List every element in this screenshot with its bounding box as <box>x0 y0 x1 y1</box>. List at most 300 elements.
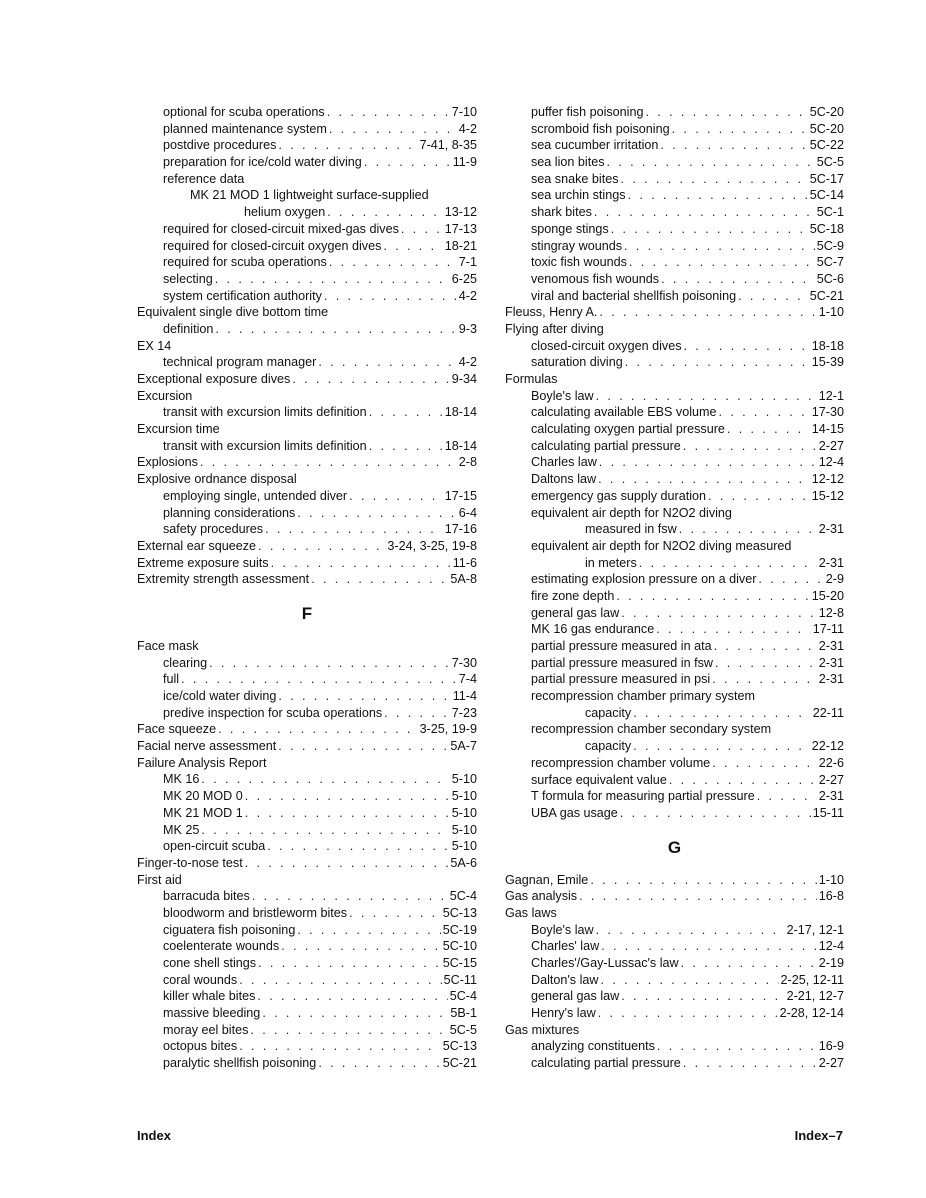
index-page-ref: 2-19 <box>818 956 844 970</box>
left-column <box>137 104 477 1072</box>
dot-leader <box>327 104 450 121</box>
index-entry <box>505 755 844 772</box>
index-entry <box>505 671 844 688</box>
index-entry <box>137 404 477 421</box>
dot-leader <box>278 137 417 154</box>
index-term: full <box>163 672 180 687</box>
dot-leader <box>599 454 817 471</box>
dot-leader <box>324 288 457 305</box>
dot-leader <box>712 755 817 772</box>
index-entry <box>137 371 477 388</box>
index-entry <box>505 688 844 705</box>
index-entry <box>505 438 844 455</box>
index-term: selecting <box>163 271 213 286</box>
dot-leader <box>278 738 448 755</box>
index-term: sea lion bites <box>531 155 605 170</box>
index-page-ref: 5-10 <box>451 772 477 787</box>
index-entry <box>137 137 477 154</box>
index-entry <box>505 371 844 388</box>
index-entry <box>137 221 477 238</box>
index-entry <box>137 872 477 889</box>
index-entry <box>505 805 844 822</box>
index-page-ref: 1-10 <box>818 305 844 320</box>
index-entry <box>137 555 477 572</box>
index-term: clearing <box>163 655 208 670</box>
index-entry <box>505 888 844 905</box>
index-page-ref: 5-10 <box>451 805 477 820</box>
index-page-ref: 17-30 <box>811 405 844 420</box>
index-term: paralytic shellfish poisoning <box>163 1056 317 1071</box>
index-page-ref: 7-10 <box>451 105 477 119</box>
index-term: partial pressure measured in ata <box>531 639 712 653</box>
dot-leader <box>633 738 810 755</box>
index-entry <box>137 471 477 488</box>
index-term: equivalent air depth for N2O2 diving <box>531 505 732 520</box>
index-entry <box>137 104 477 121</box>
dot-leader <box>672 121 808 138</box>
index-term: Explosions <box>137 455 198 470</box>
index-term: sponge stings <box>531 221 609 236</box>
dot-leader <box>239 1038 440 1055</box>
index-page-ref: 22-11 <box>812 705 844 720</box>
index-term: reference data <box>163 171 245 186</box>
dot-leader <box>401 221 443 238</box>
index-entry <box>505 955 844 972</box>
dot-leader <box>318 1055 440 1072</box>
index-page-ref: 7-4 <box>458 672 477 687</box>
index-page-ref: 2-27 <box>818 772 844 787</box>
index-entry <box>137 354 477 371</box>
index-term: coral wounds <box>163 972 238 987</box>
dot-leader <box>616 588 809 605</box>
index-entry <box>137 571 477 588</box>
index-page-ref: 22-12 <box>811 739 844 754</box>
index-term: ciguatera fish poisoning <box>163 922 296 937</box>
index-term: Charles law <box>531 455 597 470</box>
index-term: venomous fish wounds <box>531 271 660 286</box>
index-page-ref: 5C-13 <box>442 905 477 920</box>
dot-leader <box>669 772 817 789</box>
index-page-ref: 6-25 <box>451 271 477 286</box>
dot-leader <box>598 471 810 488</box>
index-entry <box>505 354 844 371</box>
index-term: cone shell stings <box>163 956 257 970</box>
dot-leader <box>215 271 450 288</box>
index-page-ref: 9-34 <box>451 372 477 386</box>
index-page-ref: 5C-14 <box>809 188 844 203</box>
index-term: capacity <box>585 705 632 720</box>
index-entry <box>137 988 477 1005</box>
index-entry <box>505 538 844 555</box>
index-entry <box>137 972 477 989</box>
dot-leader <box>281 938 440 955</box>
dot-leader <box>727 421 810 438</box>
index-term: puffer fish poisoning <box>531 105 644 119</box>
dot-leader <box>215 321 456 338</box>
index-page-ref: 7-23 <box>451 705 477 720</box>
dot-leader <box>267 838 450 855</box>
index-term: safety procedures <box>163 522 264 537</box>
dot-leader <box>656 621 810 638</box>
index-term: analyzing constituents <box>531 1039 655 1054</box>
index-entry <box>137 838 477 855</box>
index-term: helium oxygen <box>244 205 326 220</box>
index-page-ref: 2-9 <box>825 572 844 587</box>
dot-leader <box>209 655 450 672</box>
index-page-ref: 1-10 <box>818 872 844 887</box>
dot-leader <box>329 121 457 138</box>
dot-leader <box>258 538 385 555</box>
dot-leader <box>621 988 784 1005</box>
index-page-ref: 18-18 <box>811 338 844 353</box>
index-entry <box>505 271 844 288</box>
index-page-ref: 11-9 <box>452 155 477 170</box>
index-term: calculating oxygen partial pressure <box>531 422 725 437</box>
index-entry <box>137 488 477 505</box>
index-page-ref: 5C-21 <box>809 288 844 303</box>
index-entry <box>505 638 844 655</box>
index-term: system certification authority <box>163 288 322 303</box>
dot-leader <box>715 655 817 672</box>
index-entry <box>137 254 477 271</box>
dot-leader <box>596 388 817 405</box>
footer-left-label: Index <box>137 1128 171 1143</box>
dot-leader <box>318 354 456 371</box>
index-entry <box>137 688 477 705</box>
index-page-ref: 4-2 <box>458 121 477 136</box>
index-entry <box>505 221 844 238</box>
index-entry <box>137 855 477 872</box>
dot-leader <box>292 371 449 388</box>
index-term: partial pressure measured in psi <box>531 672 711 687</box>
index-term: calculating partial pressure <box>531 438 681 453</box>
index-term: stingray wounds <box>531 238 623 253</box>
index-entry <box>137 187 477 204</box>
index-page-ref: 16-9 <box>818 1039 844 1054</box>
dot-leader <box>257 988 447 1005</box>
index-term: preparation for ice/cold water diving <box>163 155 362 170</box>
right-block-1 <box>505 104 844 822</box>
dot-leader <box>628 187 808 204</box>
index-entry <box>505 1022 844 1039</box>
index-page-ref: 17-15 <box>444 488 477 503</box>
index-term: fire zone depth <box>531 588 615 603</box>
right-block-2 <box>505 872 844 1072</box>
index-entry <box>505 655 844 672</box>
index-term: Formulas <box>505 372 558 386</box>
index-page-ref: 5C-22 <box>809 138 844 153</box>
index-entry <box>505 388 844 405</box>
section-heading-g: G <box>667 837 682 857</box>
left-block-1 <box>137 104 477 588</box>
index-term: transit with excursion limits definition <box>163 438 367 453</box>
index-term: First aid <box>137 872 182 887</box>
dot-leader <box>607 154 815 171</box>
footer-page-number: Index–7 <box>794 1128 843 1143</box>
index-term: barracuda bites <box>163 889 250 904</box>
index-page-ref: 18-21 <box>444 238 477 253</box>
index-term: sea snake bites <box>531 171 619 186</box>
dot-leader <box>349 905 441 922</box>
index-term: Exceptional exposure dives <box>137 372 291 386</box>
index-term: recompression chamber secondary system <box>531 722 772 737</box>
index-page-ref: 3-24, 3-25, 19-8 <box>387 538 477 553</box>
dot-leader <box>596 922 785 939</box>
index-term: External ear squeeze <box>137 538 257 553</box>
index-page-ref: 5C-11 <box>443 972 477 987</box>
index-entry <box>137 771 477 788</box>
index-entry <box>505 922 844 939</box>
index-term: sea cucumber irritation <box>531 138 659 153</box>
dot-leader <box>719 404 810 421</box>
index-page-ref: 15-39 <box>811 355 844 370</box>
index-term: required for closed-circuit oxygen dives <box>163 238 382 253</box>
index-page-ref: 5C-13 <box>442 1039 477 1054</box>
dot-leader <box>590 872 816 889</box>
index-term: Dalton's law <box>531 972 599 987</box>
index-term: Failure Analysis Report <box>137 755 267 770</box>
index-term: Charles' law <box>531 939 600 954</box>
index-term: planning considerations <box>163 505 296 520</box>
index-entry <box>505 705 844 722</box>
dot-leader <box>633 705 811 722</box>
index-entry <box>137 288 477 305</box>
index-term: Henry's law <box>531 1006 596 1021</box>
left-block-2 <box>137 638 477 1072</box>
index-term: Gas mixtures <box>505 1022 580 1037</box>
index-page-ref: 2-31 <box>818 555 844 570</box>
index-entry <box>505 471 844 488</box>
index-entry <box>505 872 844 889</box>
dot-leader <box>218 721 417 738</box>
dot-leader <box>620 805 811 822</box>
index-entry <box>505 1005 844 1022</box>
index-term: scromboid fish poisoning <box>531 121 670 136</box>
dot-leader <box>278 688 450 705</box>
index-term: recompression chamber primary system <box>531 689 755 704</box>
dot-leader <box>262 1005 448 1022</box>
index-term: MK 16 <box>163 772 200 787</box>
index-page-ref: 2-31 <box>818 639 844 653</box>
index-entry <box>505 321 844 338</box>
index-entry <box>137 755 477 772</box>
dot-leader <box>364 154 451 171</box>
index-term: Face squeeze <box>137 722 217 737</box>
dot-leader <box>311 571 448 588</box>
index-page-ref: 7-30 <box>451 655 477 670</box>
index-page-ref: 15-12 <box>811 488 844 503</box>
dot-leader <box>621 605 817 622</box>
dot-leader <box>200 454 457 471</box>
index-entry <box>505 154 844 171</box>
index-entry <box>137 121 477 138</box>
index-entry <box>137 922 477 939</box>
dot-leader <box>327 204 443 221</box>
index-term: Extremity strength assessment <box>137 572 310 587</box>
dot-leader <box>258 955 441 972</box>
dot-leader <box>383 238 442 255</box>
index-entry <box>137 521 477 538</box>
dot-leader <box>601 972 779 989</box>
index-term: planned maintenance system <box>163 121 327 136</box>
index-entry <box>505 404 844 421</box>
index-page-ref: 5C-17 <box>809 171 844 186</box>
index-term: Gas analysis <box>505 889 578 904</box>
index-term: estimating explosion pressure on a diver <box>531 572 757 587</box>
dot-leader <box>679 521 817 538</box>
index-term: Face mask <box>137 638 199 653</box>
index-entry <box>505 187 844 204</box>
index-term: closed-circuit oxygen dives <box>531 338 682 353</box>
index-page-ref: 12-12 <box>811 472 844 487</box>
index-term: MK 20 MOD 0 <box>163 789 243 804</box>
index-page-ref: 12-4 <box>818 455 844 470</box>
index-term: Gagnan, Emile <box>505 872 589 887</box>
index-page-ref: 5-10 <box>451 822 477 837</box>
index-page-ref: 2-17, 12-1 <box>786 922 844 937</box>
index-entry <box>505 137 844 154</box>
dot-leader <box>271 555 451 572</box>
index-entry <box>505 304 844 321</box>
index-term: MK 16 gas endurance <box>531 622 655 637</box>
dot-leader <box>758 571 823 588</box>
dot-leader <box>646 104 808 121</box>
dot-leader <box>297 922 440 939</box>
dot-leader <box>245 855 449 872</box>
index-entry <box>137 505 477 522</box>
index-term: Excursion time <box>137 422 220 437</box>
index-page-ref: 7-41, 8-35 <box>419 138 477 153</box>
index-term: optional for scuba operations <box>163 105 325 119</box>
index-entry <box>505 1055 844 1072</box>
index-entry <box>505 521 844 538</box>
index-entry <box>137 805 477 822</box>
index-page-ref: 5C-9 <box>816 238 844 253</box>
index-entry <box>137 338 477 355</box>
dot-leader <box>621 171 808 188</box>
index-entry <box>505 1038 844 1055</box>
index-entry <box>137 1055 477 1072</box>
dot-leader <box>349 488 443 505</box>
index-page-ref: 9-3 <box>458 321 477 336</box>
index-page-ref: 11-6 <box>452 555 477 570</box>
index-page-ref: 5C-4 <box>449 989 477 1004</box>
dot-leader <box>201 822 449 839</box>
index-term: calculating partial pressure <box>531 1056 681 1071</box>
index-page-ref: 5B-1 <box>450 1006 477 1021</box>
index-entry <box>505 621 844 638</box>
index-term: Fleuss, Henry A. <box>505 305 598 320</box>
index-term: shark bites <box>531 205 592 220</box>
index-entry <box>137 655 477 672</box>
dot-leader <box>369 438 443 455</box>
index-term: Boyle's law <box>531 388 594 403</box>
dot-leader <box>181 671 457 688</box>
index-term: Daltons law <box>531 472 597 487</box>
index-term: MK 21 MOD 1 lightweight surface-supplied <box>190 188 429 203</box>
dot-leader <box>239 972 441 989</box>
index-entry <box>137 638 477 655</box>
index-page-ref: 3-25, 19-9 <box>419 722 477 737</box>
dot-leader <box>661 271 815 288</box>
index-entry <box>505 788 844 805</box>
index-term: recompression chamber volume <box>531 755 711 770</box>
dot-leader <box>684 338 810 355</box>
index-page-ref: 5C-4 <box>449 889 477 904</box>
index-page-ref: 5C-21 <box>442 1056 477 1071</box>
dot-leader <box>625 354 810 371</box>
index-term: predive inspection for scuba operations <box>163 705 383 720</box>
dot-leader <box>245 788 450 805</box>
index-page-ref: 5C-6 <box>816 271 844 286</box>
index-entry <box>137 304 477 321</box>
index-term: massive bleeding <box>163 1006 261 1021</box>
dot-leader <box>757 788 817 805</box>
index-entry <box>505 772 844 789</box>
index-page-ref: 15-11 <box>812 805 844 820</box>
index-term: saturation diving <box>531 355 623 370</box>
index-entry <box>505 238 844 255</box>
index-entry <box>505 938 844 955</box>
dot-leader <box>601 938 817 955</box>
index-entry <box>137 822 477 839</box>
index-term: EX 14 <box>137 338 172 353</box>
index-page-ref: 16-8 <box>818 889 844 904</box>
index-entry <box>505 505 844 522</box>
index-page-ref: 12-8 <box>818 605 844 620</box>
index-term: Explosive ordnance disposal <box>137 472 297 487</box>
dot-leader <box>329 254 457 271</box>
dot-leader <box>714 638 817 655</box>
index-page-ref: 5C-18 <box>809 221 844 236</box>
index-entry <box>137 1022 477 1039</box>
dot-leader <box>683 438 817 455</box>
index-page-ref: 2-31 <box>818 789 844 804</box>
index-entry <box>505 571 844 588</box>
index-term: capacity <box>585 739 632 754</box>
index-page-ref: 5A-7 <box>450 739 477 754</box>
index-term: partial pressure measured in fsw <box>531 655 713 670</box>
index-term: emergency gas supply duration <box>531 488 707 503</box>
index-term: measured in fsw <box>585 522 677 537</box>
index-entry <box>137 154 477 171</box>
index-page-ref: 15-20 <box>811 588 844 603</box>
index-page-ref: 2-31 <box>818 672 844 687</box>
index-entry <box>505 905 844 922</box>
index-entry <box>505 738 844 755</box>
index-term: definition <box>163 321 214 336</box>
index-page-ref: 5C-7 <box>816 255 844 270</box>
dot-leader <box>250 1022 447 1039</box>
index-entry <box>505 204 844 221</box>
index-term: Flying after diving <box>505 321 604 336</box>
index-term: general gas law <box>531 605 620 620</box>
dot-leader <box>639 555 817 572</box>
index-page-ref: 7-1 <box>458 255 477 270</box>
index-page-ref: 12-4 <box>818 939 844 954</box>
dot-leader <box>297 505 456 522</box>
dot-leader <box>594 204 815 221</box>
index-entry <box>137 1005 477 1022</box>
index-term: T formula for measuring partial pressure <box>531 789 755 804</box>
index-term: MK 25 <box>163 822 200 837</box>
index-page-ref: 4-2 <box>458 355 477 370</box>
index-page-ref: 5A-6 <box>450 855 477 870</box>
index-entry <box>137 171 477 188</box>
index-entry <box>137 238 477 255</box>
index-entry <box>505 288 844 305</box>
index-entry <box>137 671 477 688</box>
